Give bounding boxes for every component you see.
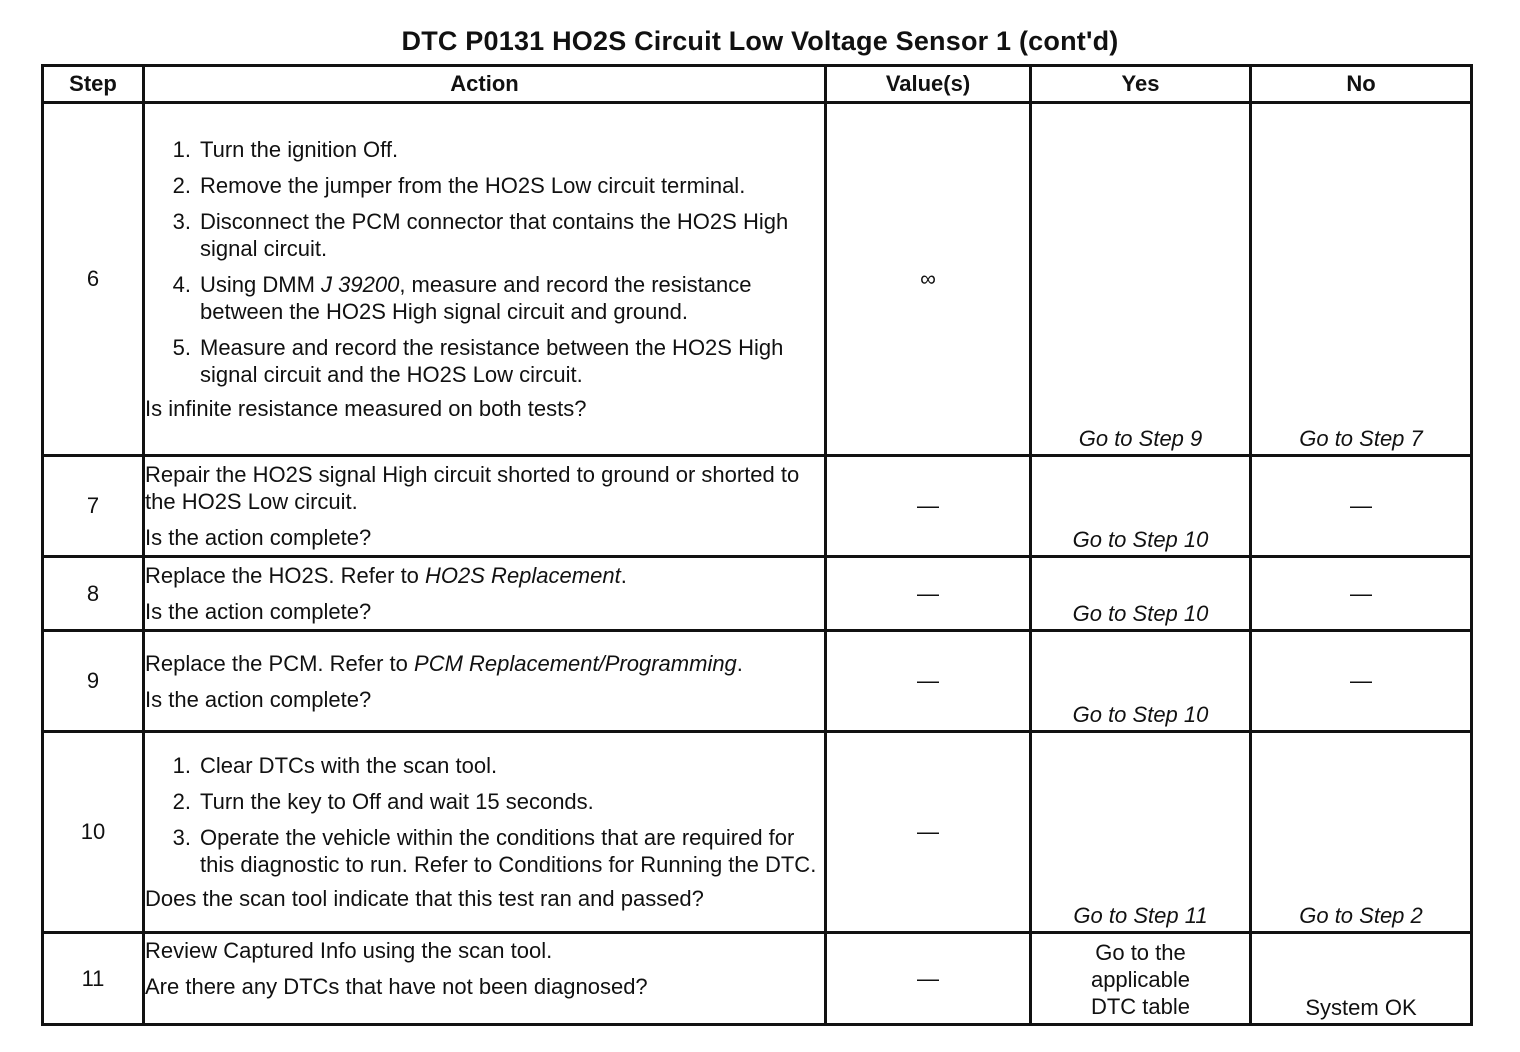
header-row xyxy=(43,66,1472,103)
header-no: No xyxy=(1251,66,1472,103)
action-list xyxy=(145,752,824,878)
list-item: 2. Remove the jumper from the HO2S Low circuit terminal. xyxy=(172,173,746,198)
action-cell xyxy=(144,557,826,631)
list-item: 5. Measure and record the resistance between the HO2S High signal circuit and the HO2S Low circuit. xyxy=(172,335,784,387)
no-cell xyxy=(1251,732,1472,933)
yes-cell xyxy=(1031,631,1251,732)
yes-result: Go to Step 10 xyxy=(1072,702,1209,727)
action-text: Replace the PCM. Refer to PCM Replacement/Programming. xyxy=(145,650,743,676)
no-cell: — xyxy=(1251,456,1472,557)
yes-result: Go to Step 9 xyxy=(1078,426,1203,451)
yes-cell xyxy=(1031,456,1251,557)
list-item: 4. Using DMM J 39200, measure and record the resistance between the HO2S High signal circuit and ground. xyxy=(172,272,752,324)
no-cell xyxy=(1251,933,1472,1025)
question-text: Is the action complete? xyxy=(145,599,372,624)
table-row-step-10 xyxy=(43,732,1472,933)
yes-result: Go to the applicable DTC table xyxy=(1090,940,1191,1019)
yes-cell xyxy=(1031,732,1251,933)
header-step: Step xyxy=(43,66,144,103)
action-text: Repair the HO2S signal High circuit shorted to ground or shorted to the HO2S Low circuit. xyxy=(145,462,800,514)
list-item: 1. Turn the ignition Off. xyxy=(172,137,399,162)
no-cell: — xyxy=(1251,557,1472,631)
value-cell: — xyxy=(826,732,1031,933)
table-row-step-6 xyxy=(43,103,1472,456)
yes-result: Go to Step 10 xyxy=(1072,601,1209,626)
no-result: Go to Step 7 xyxy=(1299,426,1423,451)
question-text: Is the action complete? xyxy=(145,525,372,550)
question-text: Does the scan tool indicate that this test ran and passed? xyxy=(145,886,704,911)
question-text: Is the action complete? xyxy=(145,686,372,712)
list-item: 3. Operate the vehicle within the conditions that are required for this diagnostic to run. Refer to Conditions for Running the DTC. xyxy=(172,825,817,877)
header-values: Value(s) xyxy=(826,66,1031,103)
value-cell: — xyxy=(826,456,1031,557)
step-number: 6 xyxy=(43,103,144,456)
table-row-step-7 xyxy=(43,456,1472,557)
step-number: 9 xyxy=(43,631,144,732)
value-cell: — xyxy=(826,933,1031,1025)
step-number: 11 xyxy=(43,933,144,1025)
yes-cell xyxy=(1031,557,1251,631)
question-text: Is infinite resistance measured on both tests? xyxy=(145,396,587,421)
action-cell xyxy=(144,631,826,732)
yes-cell xyxy=(1031,103,1251,456)
action-text: Review Captured Info using the scan tool. xyxy=(145,938,553,963)
yes-cell xyxy=(1031,933,1251,1025)
action-cell xyxy=(144,732,826,933)
header-yes: Yes xyxy=(1031,66,1251,103)
question-text: Are there any DTCs that have not been diagnosed? xyxy=(145,974,648,999)
step-number: 8 xyxy=(43,557,144,631)
action-cell xyxy=(144,456,826,557)
list-item: 2. Turn the key to Off and wait 15 seconds. xyxy=(172,789,594,814)
value-cell: ∞ xyxy=(826,103,1031,456)
yes-result: Go to Step 10 xyxy=(1072,527,1209,552)
no-cell xyxy=(1251,103,1472,456)
no-cell: — xyxy=(1251,631,1472,732)
table-row-step-8 xyxy=(43,557,1472,631)
table-row-step-9 xyxy=(43,631,1472,732)
action-list xyxy=(145,136,824,388)
no-result: System OK xyxy=(1305,995,1417,1020)
page-title: DTC P0131 HO2S Circuit Low Voltage Sensor 1 (cont'd) xyxy=(401,26,1119,56)
value-cell: — xyxy=(826,631,1031,732)
step-number: 10 xyxy=(43,732,144,933)
yes-result: Go to Step 11 xyxy=(1073,903,1208,928)
step-number: 7 xyxy=(43,456,144,557)
value-cell: — xyxy=(826,557,1031,631)
table-row-step-11 xyxy=(43,933,1472,1025)
action-text: Replace the HO2S. Refer to HO2S Replacement. xyxy=(145,563,627,588)
diagnostic-table xyxy=(41,64,1473,1026)
action-cell xyxy=(144,933,826,1025)
no-result: Go to Step 2 xyxy=(1299,903,1423,928)
header-action: Action xyxy=(144,66,826,103)
action-cell xyxy=(144,103,826,456)
list-item: 3. Disconnect the PCM connector that contains the HO2S High signal circuit. xyxy=(172,209,789,261)
list-item: 1. Clear DTCs with the scan tool. xyxy=(172,753,498,778)
